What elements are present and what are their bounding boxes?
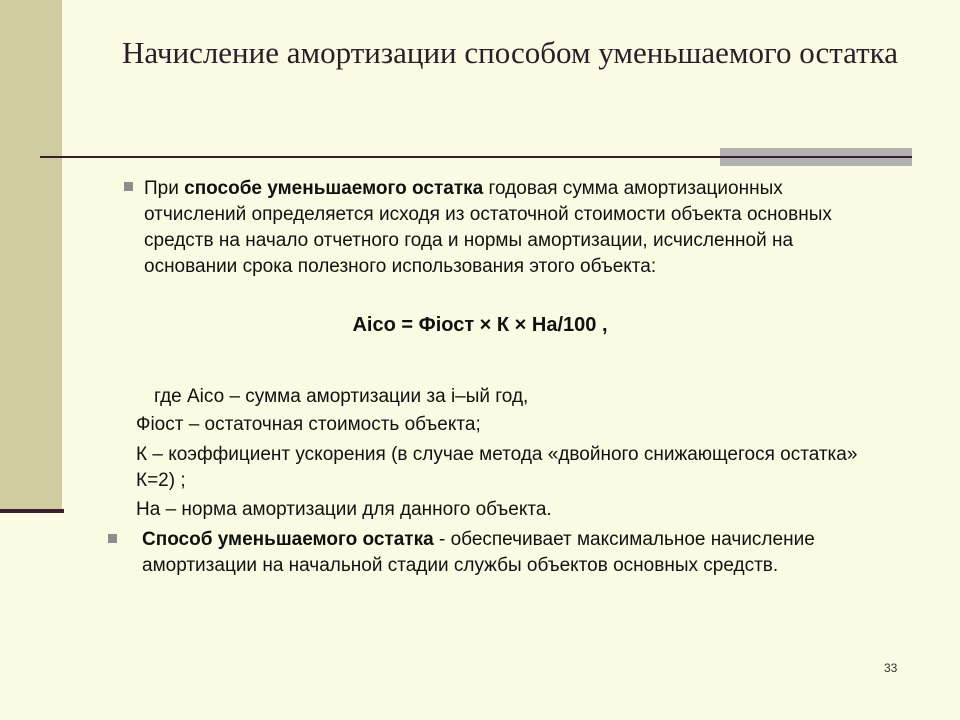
bullet-2-text: - обеспечивает максимальное начисление амортизации на начальной стадии службы объектов основных средств. (142, 529, 815, 576)
square-bullet-icon (108, 534, 117, 543)
definition-line-4: На – норма амортизации для данного объекта. (136, 499, 552, 520)
page-number: 33 (884, 661, 898, 675)
definition-line-3-text: К – коэффициент ускорения (в случае метода «двойного снижающегося остатка» К=2) ; (136, 444, 858, 491)
definition-line-3 (136, 442, 866, 494)
formula: Аiсо = Фiост × К × На/100 , (352, 314, 608, 336)
side-decorative-band (0, 0, 62, 511)
side-band-edge (0, 509, 64, 513)
slide-title: Начисление амортизации способом уменьшаемого остатка (121, 35, 899, 70)
bullet-1-lead: При (144, 178, 185, 199)
definition-line-2: Фiост – остаточная стоимость объекта; (136, 414, 481, 435)
bullet-paragraph-1 (144, 176, 884, 280)
bullet-2-bold: Способ уменьшаемого остатка (142, 529, 434, 550)
bullet-1-bold: способе уменьшаемого остатка (184, 178, 484, 199)
bullet-paragraph-2 (142, 527, 912, 579)
bullet-1-text: годовая сумма амортизационных отчислений определяется исходя из остаточной стоимости объекта основных средств на начало отчетного года и нормы амортизации, исчисленной на основании срока полезного использования этого объекта: (144, 178, 832, 277)
definition-line-1: где Аiсо – сумма амортизации за i–ый год, (154, 386, 529, 407)
square-bullet-icon (124, 182, 133, 191)
title-divider (40, 156, 912, 158)
